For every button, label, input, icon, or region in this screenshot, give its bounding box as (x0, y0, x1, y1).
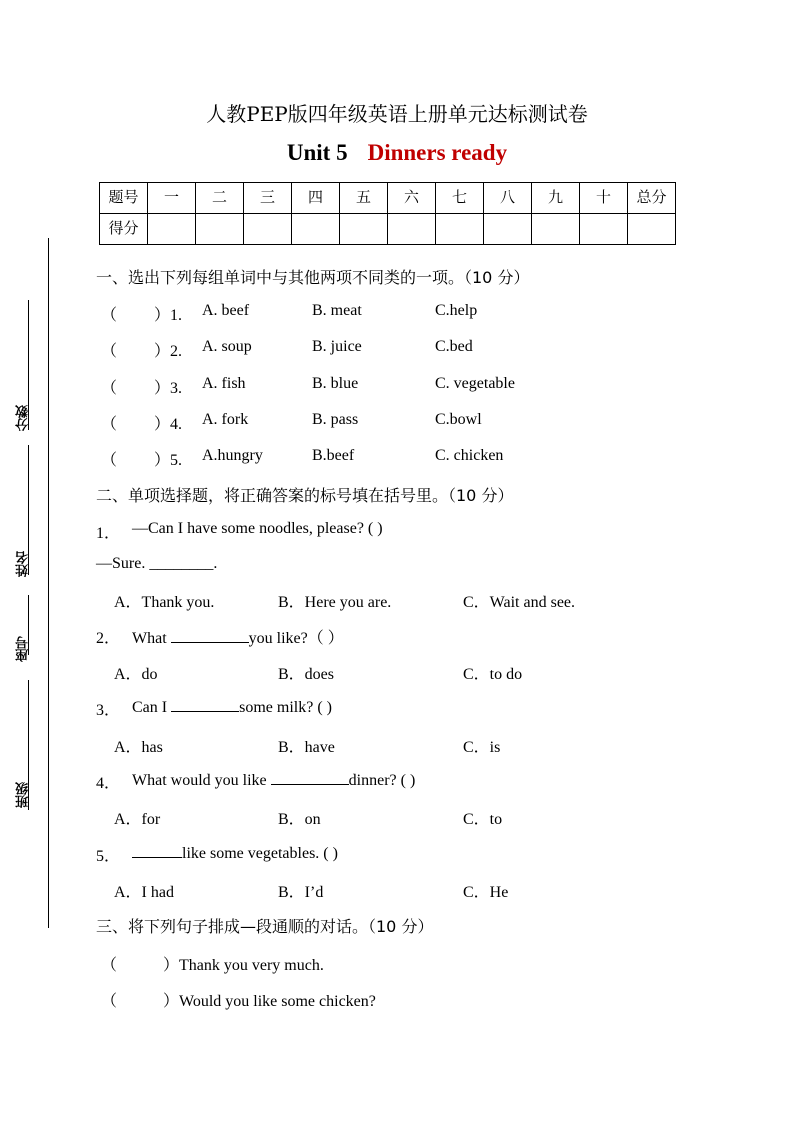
answer-paren[interactable]: （ (101, 993, 118, 1010)
score-cell: 三 (244, 183, 292, 214)
question-number: 5． (96, 848, 121, 865)
dialogue-sentence: ）Would you like some chicken? (163, 993, 376, 1010)
score-cell: 得分 (100, 214, 148, 245)
answer-paren[interactable]: （ (101, 380, 118, 397)
section-3-heading: 三、将下列句子排成—段通顺的对话。（10 分） (96, 917, 434, 936)
question-text-pre: What would you like (132, 772, 271, 789)
unit-title (0, 140, 794, 166)
item-number: ）5. (154, 452, 183, 469)
section-1-heading: 一、选出下列每组单词中与其他两项不同类的一项。（10 分） (96, 268, 530, 287)
item-number: ）1. (154, 307, 183, 324)
option-a: A.hungry (202, 447, 263, 464)
option-c: C.bowl (435, 411, 482, 428)
sidebar-score-label: 分数 (16, 405, 31, 431)
question-text-pre: What (132, 630, 171, 647)
score-cell: 九 (532, 183, 580, 214)
sidebar-name-label: 姓名 (16, 551, 31, 577)
question-text-pre: Can I (132, 699, 172, 716)
score-table-header-row (100, 183, 676, 214)
option-a: A. fork (202, 411, 249, 428)
option-a: A．has (114, 739, 163, 756)
option-c: C. chicken (435, 447, 504, 464)
binding-line (48, 238, 49, 928)
question-3-text (132, 697, 332, 717)
option-a: A. beef (202, 302, 250, 319)
score-input-cell[interactable] (628, 214, 676, 245)
question-number: 3． (96, 702, 121, 719)
score-input-cell[interactable] (244, 214, 292, 245)
option-c: C．to do (463, 666, 523, 683)
score-input-cell[interactable] (340, 214, 388, 245)
option-b: B.beef (312, 447, 355, 464)
score-table-score-row (100, 214, 676, 245)
option-c: C．Wait and see. (463, 594, 576, 611)
answer-blank[interactable] (171, 628, 249, 643)
score-input-cell[interactable] (196, 214, 244, 245)
score-input-cell[interactable] (148, 214, 196, 245)
score-cell: 五 (340, 183, 388, 214)
answer-paren[interactable]: （ (101, 416, 118, 433)
question-number: 4． (96, 775, 121, 792)
score-input-cell[interactable] (580, 214, 628, 245)
option-a: A．Thank you. (114, 594, 215, 611)
question-1-text: —Can I have some noodles, please? ( ) (132, 520, 383, 537)
option-c: C．to (463, 811, 503, 828)
answer-paren[interactable]: （ (101, 957, 118, 974)
question-5-text (132, 843, 338, 863)
option-a: A．I had (114, 884, 174, 901)
answer-blank[interactable] (132, 843, 182, 858)
option-b: B. pass (312, 411, 359, 428)
question-number: 2． (96, 630, 121, 647)
answer-blank[interactable] (171, 697, 239, 712)
question-text-post: like some vegetables. ( ) (182, 845, 338, 862)
score-input-cell[interactable] (292, 214, 340, 245)
option-c: C.help (435, 302, 478, 319)
option-b: B．I’d (278, 884, 324, 901)
question-4-text (132, 770, 415, 790)
option-a: A. soup (202, 338, 252, 355)
document-title: 人教PEP版四年级英语上册单元达标测试卷 (206, 102, 588, 126)
score-table (99, 182, 676, 245)
answer-blank[interactable] (271, 770, 349, 785)
answer-paren[interactable]: （ (101, 343, 118, 360)
score-cell: 七 (436, 183, 484, 214)
score-cell: 十 (580, 183, 628, 214)
score-cell: 一 (148, 183, 196, 214)
sidebar-class-label: 班级 (16, 782, 31, 808)
option-b: B. meat (312, 302, 362, 319)
item-number: ）4. (154, 416, 183, 433)
option-c: C．He (463, 884, 509, 901)
score-cell: 八 (484, 183, 532, 214)
score-cell: 六 (388, 183, 436, 214)
score-input-cell[interactable] (532, 214, 580, 245)
question-number: 1． (96, 525, 121, 542)
option-b: B．Here you are. (278, 594, 392, 611)
unit-name: Dinners ready (367, 140, 508, 165)
score-input-cell[interactable] (436, 214, 484, 245)
item-number: ）2. (154, 343, 183, 360)
section-2-heading: 二、单项选择题，将正确答案的标号填在括号里。（10 分） (96, 486, 514, 505)
unit-number: Unit 5 (286, 140, 348, 165)
option-a: A．for (114, 811, 161, 828)
option-b: B．have (278, 739, 335, 756)
option-b: B. juice (312, 338, 362, 355)
question-2-text (132, 625, 344, 648)
option-b: B．on (278, 811, 321, 828)
score-input-cell[interactable] (484, 214, 532, 245)
question-text-post: you like?（ ） (248, 630, 344, 647)
question-text-post: some milk? ( ) (239, 699, 332, 716)
item-number: ）3. (154, 380, 183, 397)
option-a: A．do (114, 666, 158, 683)
score-input-cell[interactable] (388, 214, 436, 245)
answer-paren[interactable]: （ (101, 307, 118, 324)
option-a: A. fish (202, 375, 246, 392)
option-b: B. blue (312, 375, 359, 392)
question-1-reply: —Sure. ________. (96, 555, 218, 572)
option-c: C.bed (435, 338, 473, 355)
dialogue-sentence: ）Thank you very much. (163, 957, 324, 974)
answer-paren[interactable]: （ (101, 452, 118, 469)
score-cell: 四 (292, 183, 340, 214)
option-c: C．is (463, 739, 501, 756)
score-cell: 二 (196, 183, 244, 214)
option-c: C. vegetable (435, 375, 515, 392)
question-text-post: dinner? ( ) (348, 772, 416, 789)
sidebar-seat-label: 座号 (16, 636, 31, 662)
option-b: B．does (278, 666, 335, 683)
score-cell: 总分 (628, 183, 676, 214)
score-cell: 题号 (100, 183, 148, 214)
